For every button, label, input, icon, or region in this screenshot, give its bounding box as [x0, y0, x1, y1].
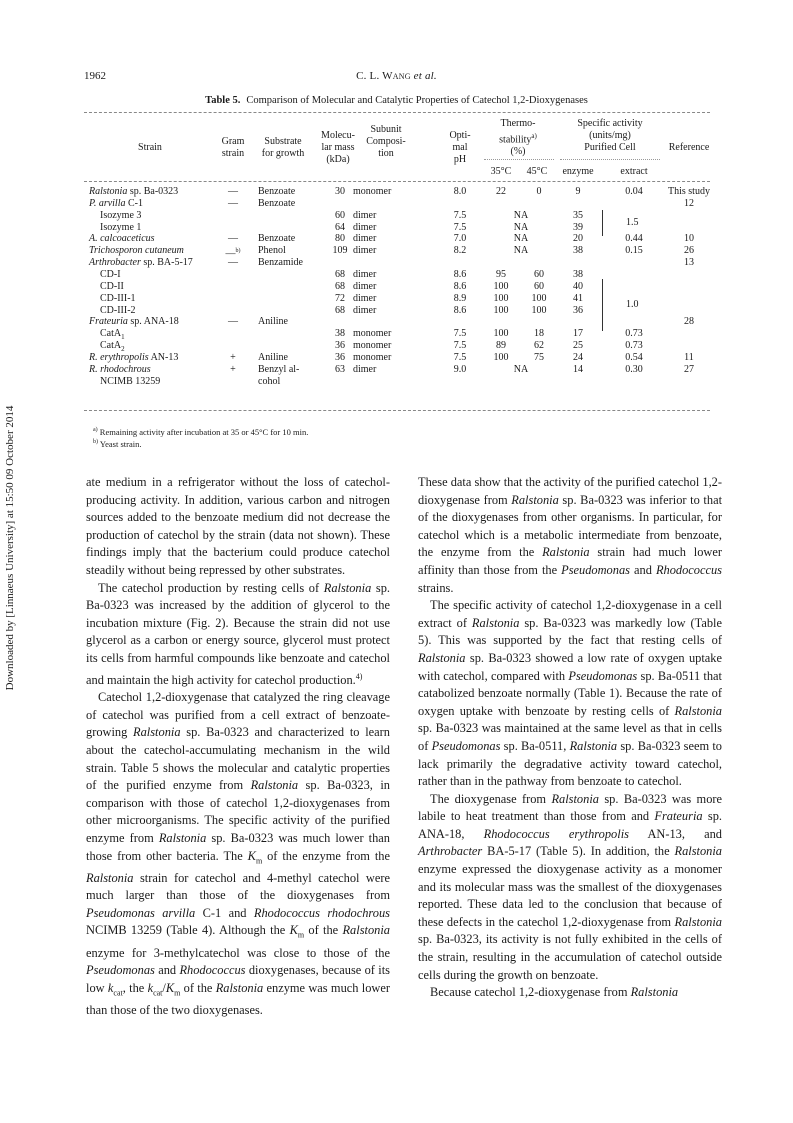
- running-head-etal: et al.: [413, 70, 437, 82]
- ph-cell: 8.2: [453, 245, 467, 257]
- subunit-cell: dimer: [353, 245, 377, 257]
- header-subunit: Subunit Composi- tion: [366, 124, 406, 159]
- enzyme-activity-cell: 25: [573, 340, 583, 352]
- thermo45-cell: 75: [534, 351, 544, 363]
- table-label: Table 5.: [205, 95, 241, 106]
- reference-cell: 28: [684, 316, 694, 328]
- strain-cell: A. calcoaceticus: [89, 233, 155, 245]
- strain-cell: NCIMB 13259: [100, 375, 161, 387]
- gram-cell: —: [228, 186, 238, 197]
- paragraph: The dioxygenase from Ralstonia sp. Ba-0323 was more labile to heat treatment than those from and Frateuria sp. ANA-18, Rhodococcus erythropolis AN-13, and Arthrobacter BA-5-17 (Table 5). In addition, the Ralstonia enzyme expressed the dioxygenase activity as a monomer and its molecular mass was the smallest of the dioxygenases reported. These data led to the conclusion that because of these defects in the catechol 1,2-dioxygenase from Ralstonia sp. Ba-0323, its activity is not fully exhibited in the cells of the strain, resulting in the accumulation of catechol outside cells during the growth on benzoate.: [418, 791, 723, 982]
- mass-cell: 68: [335, 268, 345, 280]
- thermo45-cell: 62: [534, 340, 544, 352]
- strain-cell: Arthrobacter sp. BA-5-17: [89, 257, 193, 269]
- subunit-cell: dimer: [353, 363, 377, 375]
- extract-activity-cell: 0.44: [625, 233, 643, 245]
- reference-cell: This study: [668, 186, 710, 197]
- thermo35-cell: 100: [493, 351, 509, 363]
- body-column-right: [418, 474, 722, 1002]
- subunit-cell: dimer: [353, 209, 377, 221]
- substrate-cell: Benzamide: [258, 257, 303, 269]
- enzyme-activity-cell: 35: [573, 209, 583, 221]
- header-strain: Strain: [138, 142, 162, 153]
- thermo35-cell: 89: [496, 340, 506, 352]
- thermo35-cell: 95: [496, 268, 506, 280]
- substrate-cell: Benzyl al-: [258, 363, 300, 375]
- extract-activity-cell: 0.73: [625, 340, 643, 352]
- ph-cell: 8.9: [453, 292, 467, 304]
- gram-cell: —$^{b)}$: [225, 248, 241, 260]
- substrate-cell: cohol: [258, 375, 281, 387]
- strain-cell: CatA$_1$: [100, 328, 125, 342]
- subunit-cell: dimer: [353, 292, 377, 304]
- extract-activity-cell: 0.73: [625, 328, 643, 340]
- substrate-cell: Benzoate: [258, 186, 296, 197]
- header-reference: Reference: [668, 142, 710, 153]
- footnote-b: $^{b)}$ Yeast strain.: [93, 438, 142, 449]
- thermo-na-cell: NA: [513, 245, 529, 257]
- reference-cell: 13: [684, 257, 694, 269]
- table-header-rule: [84, 181, 710, 182]
- paragraph: Because catechol 1,2-dioxygenase from Ralstonia: [430, 985, 679, 1000]
- running-head: [0, 70, 793, 82]
- reference-cell: 11: [684, 351, 694, 363]
- gram-cell: +: [230, 351, 236, 363]
- table-top-rule: [84, 112, 710, 113]
- mass-cell: 80: [335, 233, 345, 245]
- enzyme-activity-cell: 38: [573, 268, 583, 280]
- thermo-na-cell: NA: [513, 221, 529, 233]
- substrate-cell: Benzoate: [258, 233, 296, 245]
- strain-cell: Isozyme 3: [100, 209, 142, 221]
- ph-cell: 9.0: [453, 363, 467, 375]
- mass-cell: 68: [335, 280, 345, 292]
- thermo-subrule: [484, 159, 554, 160]
- activity-subrule: [560, 159, 660, 160]
- body-column-left: [86, 474, 390, 1019]
- ph-cell: 7.5: [453, 328, 467, 340]
- download-note: Downloaded by [Linnaeus University] at 15:50 09 October 2014: [4, 405, 16, 691]
- enzyme-activity-cell: 39: [573, 221, 583, 233]
- header-specific-activity: Specific activity (units/mg) Purified Cell: [577, 118, 643, 153]
- gram-cell: —: [228, 316, 238, 328]
- paragraph: ate medium in a refrigerator without the loss of catechol-producing activity. In addition, various carbon and nitrogen sources added to the benzoate medium did not decrease the production of catechol by the strain (data not shown). These findings imply that the bacterium could produce catechol steadily without being repressed by other substrates.: [86, 475, 390, 577]
- mass-cell: 38: [335, 328, 345, 340]
- subunit-cell: monomer: [353, 328, 392, 340]
- thermo35-cell: 22: [496, 186, 506, 197]
- table-caption-text: Comparison of Molecular and Catalytic Properties of Catechol 1,2-Dioxygenases: [246, 95, 588, 106]
- ph-cell: 8.6: [453, 268, 467, 280]
- strain-cell: CD-III-1: [100, 292, 136, 304]
- enzyme-activity-cell: 14: [573, 363, 583, 375]
- reference-cell: 10: [684, 233, 694, 245]
- enzyme-activity-cell: 40: [573, 280, 583, 292]
- subunit-cell: dimer: [353, 233, 377, 245]
- gram-cell: —: [228, 233, 238, 245]
- strain-cell: CatA$_2$: [100, 340, 125, 354]
- thermo35-cell: 100: [493, 328, 509, 340]
- thermo35-cell: 100: [493, 280, 509, 292]
- reference-cell: 26: [684, 245, 694, 257]
- mass-cell: 30: [335, 186, 345, 197]
- merged-extract-arthrobacter: 1.0: [626, 299, 639, 310]
- enzyme-activity-cell: 17: [573, 328, 583, 340]
- mass-cell: 60: [335, 209, 345, 221]
- header-thermo-45: 45°C: [526, 166, 548, 177]
- enzyme-activity-cell: 38: [573, 245, 583, 257]
- thermo45-cell: 0: [536, 186, 542, 197]
- subunit-cell: dimer: [353, 221, 377, 233]
- thermo45-cell: 100: [531, 292, 547, 304]
- ph-cell: 8.6: [453, 280, 467, 292]
- gram-cell: —: [228, 257, 238, 269]
- extract-activity-cell: 0.54: [625, 351, 643, 363]
- mass-cell: 68: [335, 304, 345, 316]
- enzyme-activity-cell: 41: [573, 292, 583, 304]
- strain-cell: Frateuria sp. ANA-18: [89, 316, 179, 328]
- subunit-cell: monomer: [353, 351, 392, 363]
- table-caption: [0, 95, 793, 106]
- reference-cell: 12: [684, 197, 694, 209]
- strain-cell: CD-I: [100, 268, 121, 280]
- thermo-na-cell: NA: [513, 363, 529, 375]
- footnote-a: $^{a)}$ Remaining activity after incubation at 35 or 45°C for 10 min.: [93, 426, 309, 437]
- substrate-cell: Benzoate: [258, 197, 296, 209]
- strain-cell: CD-III-2: [100, 304, 136, 316]
- strain-cell: R. erythropolis AN-13: [89, 351, 179, 363]
- mass-cell: 36: [335, 340, 345, 352]
- subunit-cell: dimer: [353, 268, 377, 280]
- gram-cell: —: [228, 197, 238, 209]
- mass-cell: 64: [335, 221, 345, 233]
- extract-activity-cell: 0.04: [625, 186, 643, 197]
- ph-cell: 7.0: [453, 233, 467, 245]
- paragraph: These data show that the activity of the purified catechol 1,2-dioxygenase from Ralstonia sp. Ba-0323 was inferior to that of the dioxygenases from other organisms. In particular, for catechol which is a metabolic intermediate from benzoate, the enzyme from the Ralstonia strain had much lower affinity than those from the Pseudomonas and Rhodococcus strains.: [418, 475, 723, 595]
- mass-cell: 63: [335, 363, 345, 375]
- strain-cell: Isozyme 1: [100, 221, 142, 233]
- header-molecular-mass: Molecu- lar mass (kDa): [321, 130, 355, 165]
- paragraph: Catechol 1,2-dioxygenase that catalyzed the ring cleavage of catechol was purified from a cell extract of benzoate-growing Ralstonia sp. Ba-0323 and characterized to learn about the catechol-accumulating mechanism in the wild strain. Table 5 shows the molecular and catalytic properties of the purified enzyme from Ralstonia sp. Ba-0323, in comparison with those of catechol 1,2-dioxygenases from other microorganisms. The specific activity of the purified enzyme from Ralstonia sp. Ba-0323 was much lower than those from other bacteria. The $K_m$ of the enzyme from the Ralstonia strain for catechol and 4-methyl catechol were much larger than those of the dioxygenases from Pseudomonas arvilla C-1 and Rhodococcus rhodochrous NCIMB 13259 (Table 4). Although the $K_m$ of the Ralstonia enzyme for 3-methylcatechol was close to those of the Pseudomonas and Rhodococcus dioxygenases, because of its low $k_{cat}$, the $k_{cat}/K_m$ of the Ralstonia enzyme was much lower than those of the two dioxygenases.: [86, 690, 391, 1017]
- substrate-cell: Aniline: [258, 351, 288, 363]
- running-head-author: C. L. Wang: [356, 70, 411, 82]
- ph-cell: 7.5: [453, 209, 467, 221]
- mass-cell: 109: [332, 245, 348, 257]
- header-thermo-35: 35°C: [490, 166, 512, 177]
- paragraph: The catechol production by resting cells of Ralstonia sp. Ba-0323 was increased by the addition of glycerol to the incubation mixture (Fig. 2). Because the strain did not use glycerol as a carbon or energy source, glycerol must protect its cells from harmful compounds like benzoate and catechol and maintain the high activity for catechol production.$^{4)}$: [86, 580, 391, 687]
- ph-cell: 7.5: [453, 351, 467, 363]
- strain-cell: Trichosporon cutaneum: [89, 245, 184, 257]
- header-optimal-ph: Opti- mal pH: [449, 130, 471, 165]
- thermo35-cell: 100: [493, 292, 509, 304]
- paragraph: The specific activity of catechol 1,2-dioxygenase in a cell extract of Ralstonia sp. Ba-0323 was markedly low (Table 5). This was supported by the fact that resting cells of Ralstonia sp. Ba-0323 showed a low rate of oxygen uptake with catechol, compared with Pseudomonas sp. Ba-0511 that catabolized benzoate normally (Table 1). Because the rate of oxygen uptake with benzoate by resting cells of Ralstonia sp. Ba-0323 was maintained at the same level as that in cells of Pseudomonas sp. Ba-0511, Ralstonia sp. Ba-0323 seem to lack primarily the degradative activity toward catechol, rather than in the pathway from benzoate to catechol.: [418, 598, 723, 789]
- ph-cell: 7.5: [453, 340, 467, 352]
- extract-activity-cell: 0.15: [625, 245, 643, 257]
- subunit-cell: monomer: [353, 186, 392, 197]
- substrate-cell: Phenol: [258, 245, 286, 257]
- header-thermostability: Thermo- stability$^{a)}$ (%): [499, 118, 537, 158]
- subunit-cell: dimer: [353, 280, 377, 292]
- strain-cell: CD-II: [100, 280, 124, 292]
- ph-cell: 8.6: [453, 304, 467, 316]
- strain-cell: R. rhodochrous: [89, 363, 151, 375]
- reference-cell: 27: [684, 363, 694, 375]
- mass-cell: 36: [335, 351, 345, 363]
- thermo45-cell: 60: [534, 280, 544, 292]
- bracket-arthrobacter: [602, 279, 603, 331]
- header-activity-enzyme: enzyme: [562, 166, 594, 177]
- header-gram: Gram strain: [221, 136, 245, 159]
- gram-cell: +: [230, 363, 236, 375]
- ph-cell: 7.5: [453, 221, 467, 233]
- enzyme-activity-cell: 24: [573, 351, 583, 363]
- table-bottom-rule: [84, 410, 710, 411]
- strain-cell: P. arvilla C-1: [89, 197, 143, 209]
- thermo-na-cell: NA: [513, 209, 529, 221]
- enzyme-activity-cell: 36: [573, 304, 583, 316]
- thermo35-cell: 100: [493, 304, 509, 316]
- subunit-cell: dimer: [353, 304, 377, 316]
- header-activity-extract: extract: [620, 166, 648, 177]
- enzyme-activity-cell: 9: [575, 186, 581, 197]
- mass-cell: 72: [335, 292, 345, 304]
- strain-cell: Ralstonia sp. Ba-0323: [89, 186, 179, 197]
- thermo45-cell: 18: [534, 328, 544, 340]
- extract-activity-cell: 0.30: [625, 363, 643, 375]
- substrate-cell: Aniline: [258, 316, 288, 328]
- bracket-pseudomonas: [602, 210, 603, 236]
- thermo-na-cell: NA: [513, 233, 529, 245]
- merged-extract-pseudomonas: 1.5: [626, 217, 639, 228]
- ph-cell: 8.0: [453, 186, 467, 197]
- thermo45-cell: 100: [531, 304, 547, 316]
- page-number: 1962: [84, 70, 106, 82]
- enzyme-activity-cell: 20: [573, 233, 583, 245]
- header-substrate: Substrate for growth: [261, 136, 305, 159]
- subunit-cell: monomer: [353, 340, 392, 352]
- thermo45-cell: 60: [534, 268, 544, 280]
